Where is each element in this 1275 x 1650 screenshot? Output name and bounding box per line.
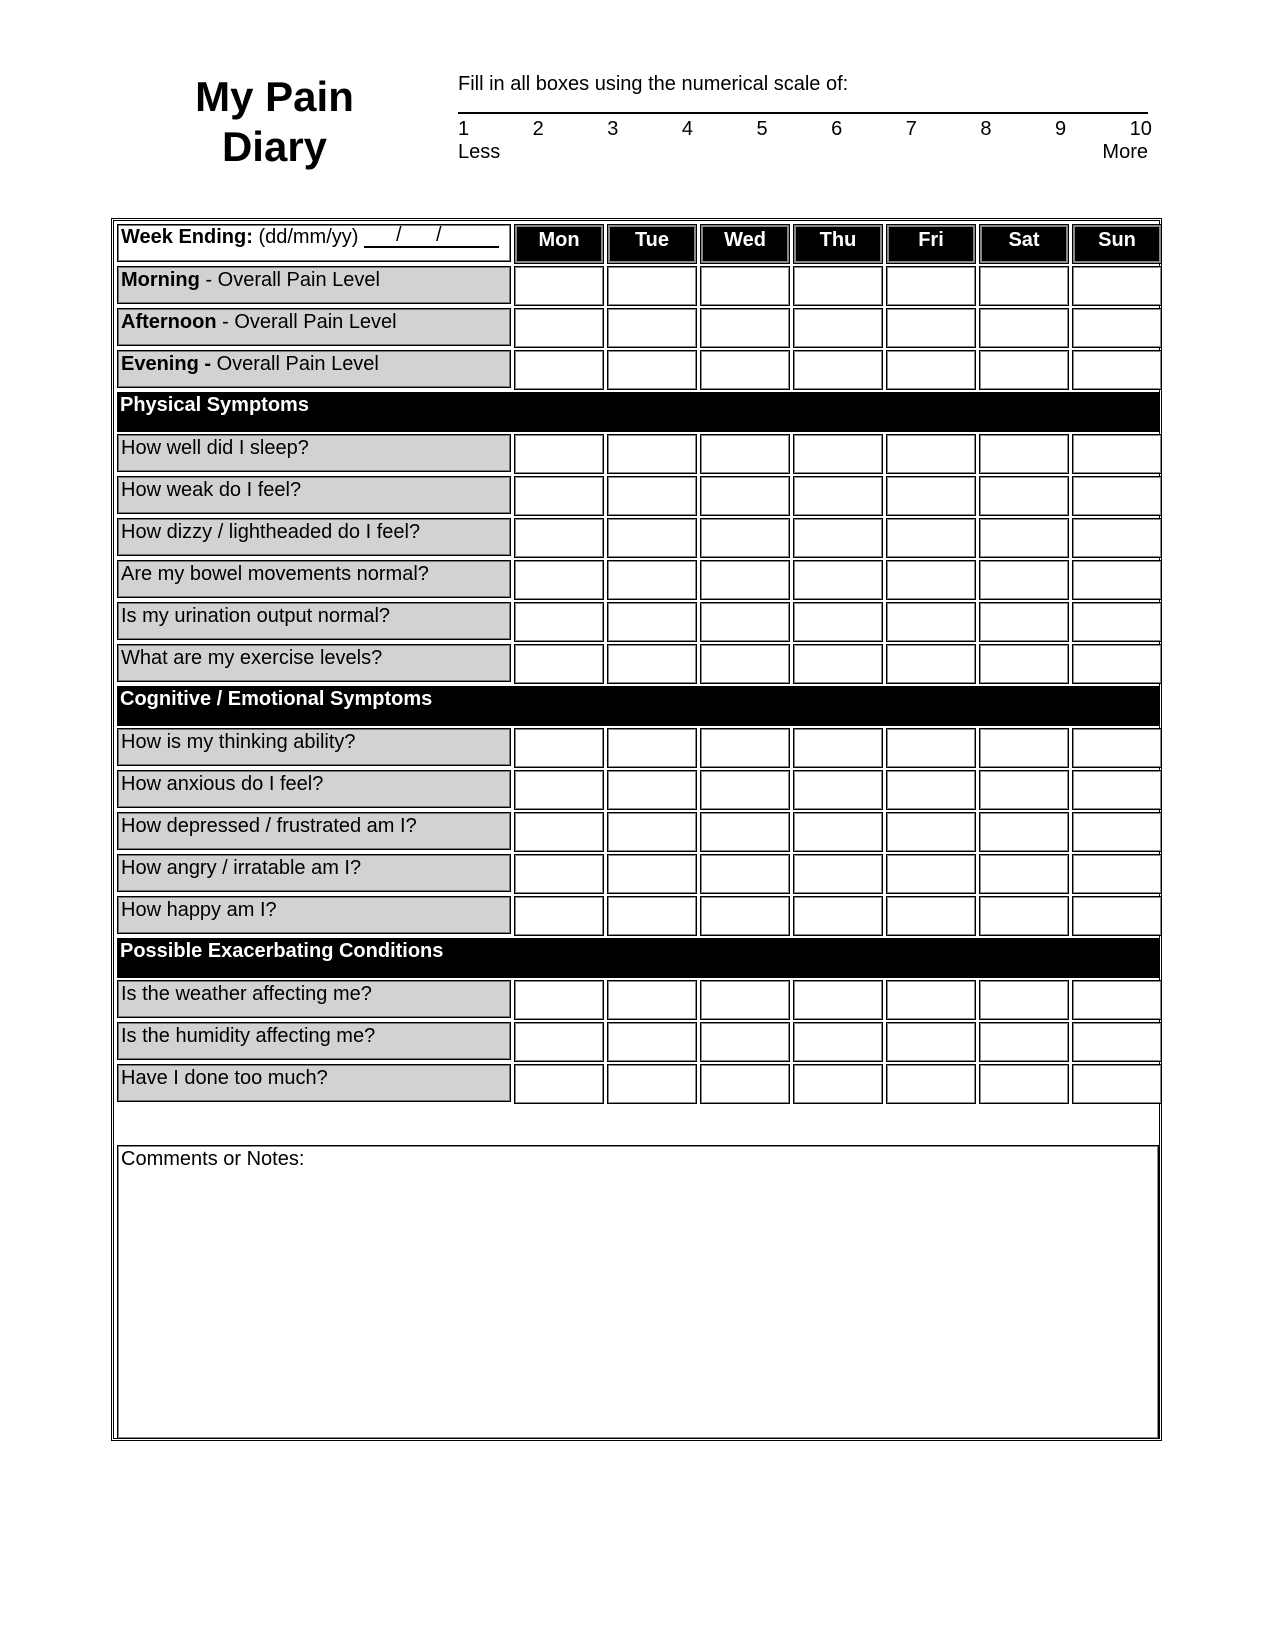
title-line-1: My Pain [195,73,354,120]
rating-box-fri[interactable] [886,518,976,558]
rating-box-tue[interactable] [607,896,697,936]
rating-box-wed[interactable] [700,728,790,768]
rating-box-mon[interactable] [514,602,604,642]
rating-box-tue[interactable] [607,644,697,684]
title-line-2: Diary [221,123,328,170]
rating-box-sat[interactable] [979,1022,1069,1062]
rating-box-tue[interactable] [607,476,697,516]
week-ending-label: Week Ending: [121,226,253,248]
section-header: Possible Exacerbating Conditions [117,938,1159,978]
rating-box-thu[interactable] [793,980,883,1020]
notes-label: Comments or Notes: [121,1148,305,1170]
section-header: Physical Symptoms [117,392,1159,432]
row-label-bold: Evening - [121,353,212,375]
rating-box-thu[interactable] [793,896,883,936]
rating-box-sat[interactable] [979,896,1069,936]
question-label: How well did I sleep? [117,434,511,472]
rating-box-wed[interactable] [700,350,790,390]
rating-box-fri[interactable] [886,980,976,1020]
rating-box-sat[interactable] [979,434,1069,474]
scale-low-label: Less [458,141,501,163]
pain-level-row [117,350,1162,390]
row-label-bold: Afternoon [121,311,217,333]
rating-box-sun[interactable] [1072,350,1162,390]
rating-box-sun[interactable] [1072,770,1162,810]
rating-box-sat[interactable] [979,518,1069,558]
rating-box-tue[interactable] [607,1064,697,1104]
question-label: What are my exercise levels? [117,644,511,682]
rating-box-sat[interactable] [979,266,1069,306]
rating-box-tue[interactable] [607,518,697,558]
rating-box-wed[interactable] [700,1022,790,1062]
rating-box-thu[interactable] [793,266,883,306]
question-row [117,812,1162,852]
rating-box-thu[interactable] [793,602,883,642]
scale-number: 1 [458,118,470,140]
scale-number: 10 [1129,118,1152,140]
rating-box-wed[interactable] [700,308,790,348]
rating-box-tue[interactable] [607,350,697,390]
rating-box-sat[interactable] [979,308,1069,348]
rating-box-sat[interactable] [979,980,1069,1020]
rating-box-sun[interactable] [1072,476,1162,516]
rating-box-tue[interactable] [607,980,697,1020]
rating-box-mon[interactable] [514,266,604,306]
rating-box-tue[interactable] [607,266,697,306]
rating-box-wed[interactable] [700,770,790,810]
question-label: Is the weather affecting me? [117,980,511,1018]
rating-box-fri[interactable] [886,350,976,390]
question-label: How happy am I? [117,896,511,934]
pain-level-row [117,266,1162,306]
rating-box-thu[interactable] [793,1022,883,1062]
rating-box-sun[interactable] [1072,434,1162,474]
rating-box-mon[interactable] [514,896,604,936]
rating-box-tue[interactable] [607,770,697,810]
date-separator: / [436,224,442,246]
rating-box-wed[interactable] [700,434,790,474]
question-row [117,728,1162,768]
question-row [117,854,1162,894]
rating-box-mon[interactable] [514,518,604,558]
rating-box-fri[interactable] [886,770,976,810]
scale-number: 3 [607,118,619,140]
rating-box-fri[interactable] [886,644,976,684]
question-label: How depressed / frustrated am I? [117,812,511,850]
rating-box-fri[interactable] [886,728,976,768]
rating-box-sun[interactable] [1072,1064,1162,1104]
rating-box-wed[interactable] [700,1064,790,1104]
rating-box-mon[interactable] [514,1064,604,1104]
rating-box-sat[interactable] [979,1064,1069,1104]
rating-box-tue[interactable] [607,602,697,642]
rating-box-sat[interactable] [979,350,1069,390]
rating-box-thu[interactable] [793,308,883,348]
rating-box-thu[interactable] [793,770,883,810]
question-row [117,980,1162,1020]
row-label-text: - Overall Pain Level [199,269,380,291]
pain-level-row [117,308,1162,348]
rating-box-wed[interactable] [700,518,790,558]
week-ending-cell[interactable] [117,224,511,262]
day-header-fri: Fri [886,224,976,264]
rating-box-sun[interactable] [1072,1022,1162,1062]
question-row [117,644,1162,684]
rating-box-mon[interactable] [514,308,604,348]
rating-box-thu[interactable] [793,560,883,600]
row-label [117,308,511,346]
rating-box-tue[interactable] [607,728,697,768]
question-label: How weak do I feel? [117,476,511,514]
rating-box-sat[interactable] [979,560,1069,600]
rating-box-mon[interactable] [514,728,604,768]
rating-box-wed[interactable] [700,980,790,1020]
rating-box-fri[interactable] [886,812,976,852]
rating-box-sun[interactable] [1072,644,1162,684]
scale-number: 4 [681,118,693,140]
question-label: Is my urination output normal? [117,602,511,640]
question-label: How angry / irratable am I? [117,854,511,892]
rating-box-sun[interactable] [1072,812,1162,852]
day-header-mon: Mon [514,224,604,264]
rating-box-mon[interactable] [514,770,604,810]
question-row [117,896,1162,936]
row-label-text: - Overall Pain Level [216,311,397,333]
rating-box-thu[interactable] [793,812,883,852]
rating-box-fri[interactable] [886,434,976,474]
row-label-bold: Morning [121,269,200,291]
rating-box-thu[interactable] [793,434,883,474]
rating-box-fri[interactable] [886,1022,976,1062]
day-header-wed: Wed [700,224,790,264]
rating-box-sun[interactable] [1072,728,1162,768]
question-row [117,476,1162,516]
rating-box-fri[interactable] [886,854,976,894]
rating-box-mon[interactable] [514,980,604,1020]
rating-box-thu[interactable] [793,728,883,768]
question-label: How is my thinking ability? [117,728,511,766]
day-header-tue: Tue [607,224,697,264]
rating-box-sat[interactable] [979,812,1069,852]
section-header: Cognitive / Emotional Symptoms [117,686,1159,726]
question-row [117,602,1162,642]
rating-box-fri[interactable] [886,476,976,516]
rating-box-wed[interactable] [700,854,790,894]
rating-box-tue[interactable] [607,1022,697,1062]
scale-high-label: More [1102,141,1148,163]
rating-box-thu[interactable] [793,1064,883,1104]
rating-box-wed[interactable] [700,476,790,516]
rating-box-sat[interactable] [979,476,1069,516]
rating-box-tue[interactable] [607,560,697,600]
rating-box-fri[interactable] [886,560,976,600]
scale-caption: Fill in all boxes using the numerical scale of: [458,73,849,95]
rating-box-mon[interactable] [514,434,604,474]
rating-box-wed[interactable] [700,602,790,642]
rating-box-thu[interactable] [793,476,883,516]
question-row [117,434,1162,474]
rating-box-fri[interactable] [886,1064,976,1104]
rating-box-sun[interactable] [1072,266,1162,306]
page-title [172,72,377,172]
rating-box-sun[interactable] [1072,560,1162,600]
row-label [117,350,511,388]
question-row [117,1022,1162,1062]
rating-box-thu[interactable] [793,644,883,684]
rating-box-thu[interactable] [793,350,883,390]
question-row [117,1064,1162,1104]
rating-box-mon[interactable] [514,644,604,684]
rating-box-mon[interactable] [514,1022,604,1062]
rating-box-sun[interactable] [1072,518,1162,558]
rating-box-fri[interactable] [886,308,976,348]
date-separator: / [396,224,402,246]
day-header-sun: Sun [1072,224,1162,264]
rating-box-mon[interactable] [514,854,604,894]
rating-box-sun[interactable] [1072,854,1162,894]
scale-number: 9 [1055,118,1067,140]
rating-box-mon[interactable] [514,560,604,600]
scale-rule [458,112,1148,114]
rating-scale [458,72,1150,164]
scale-numbers [458,116,1152,140]
rating-box-sun[interactable] [1072,980,1162,1020]
rating-box-mon[interactable] [514,812,604,852]
rating-box-sun[interactable] [1072,896,1162,936]
header-row [117,224,1162,264]
week-ending-date-field[interactable] [364,224,499,248]
rating-box-fri[interactable] [886,602,976,642]
rating-box-fri[interactable] [886,896,976,936]
diary-table [111,218,1162,1441]
notes-area[interactable] [117,1145,1159,1439]
rating-box-wed[interactable] [700,812,790,852]
question-row [117,560,1162,600]
row-label [117,266,511,304]
week-ending-format: (dd/mm/yy) [258,226,359,248]
scale-number: 2 [532,118,544,140]
question-label: How anxious do I feel? [117,770,511,808]
rating-box-tue[interactable] [607,812,697,852]
rating-box-sat[interactable] [979,854,1069,894]
rating-box-sat[interactable] [979,728,1069,768]
question-label: Have I done too much? [117,1064,511,1102]
rating-box-tue[interactable] [607,434,697,474]
rating-box-sat[interactable] [979,644,1069,684]
rating-box-sun[interactable] [1072,602,1162,642]
rating-box-wed[interactable] [700,644,790,684]
question-label: Is the humidity affecting me? [117,1022,511,1060]
rating-box-tue[interactable] [607,854,697,894]
question-label: Are my bowel movements normal? [117,560,511,598]
scale-number: 6 [831,118,843,140]
rating-box-wed[interactable] [700,896,790,936]
rating-box-mon[interactable] [514,350,604,390]
day-header-thu: Thu [793,224,883,264]
rating-box-sat[interactable] [979,770,1069,810]
scale-number: 7 [905,118,917,140]
row-label-text: Overall Pain Level [211,353,379,375]
rating-box-thu[interactable] [793,518,883,558]
rating-box-wed[interactable] [700,560,790,600]
question-label: How dizzy / lightheaded do I feel? [117,518,511,556]
rating-box-wed[interactable] [700,266,790,306]
rating-box-thu[interactable] [793,854,883,894]
rating-box-sun[interactable] [1072,308,1162,348]
scale-number: 8 [980,118,992,140]
rating-box-fri[interactable] [886,266,976,306]
day-header-sat: Sat [979,224,1069,264]
rating-box-tue[interactable] [607,308,697,348]
scale-ends [458,140,1148,164]
question-row [117,770,1162,810]
question-row [117,518,1162,558]
rating-box-mon[interactable] [514,476,604,516]
rating-box-sat[interactable] [979,602,1069,642]
scale-number: 5 [756,118,768,140]
